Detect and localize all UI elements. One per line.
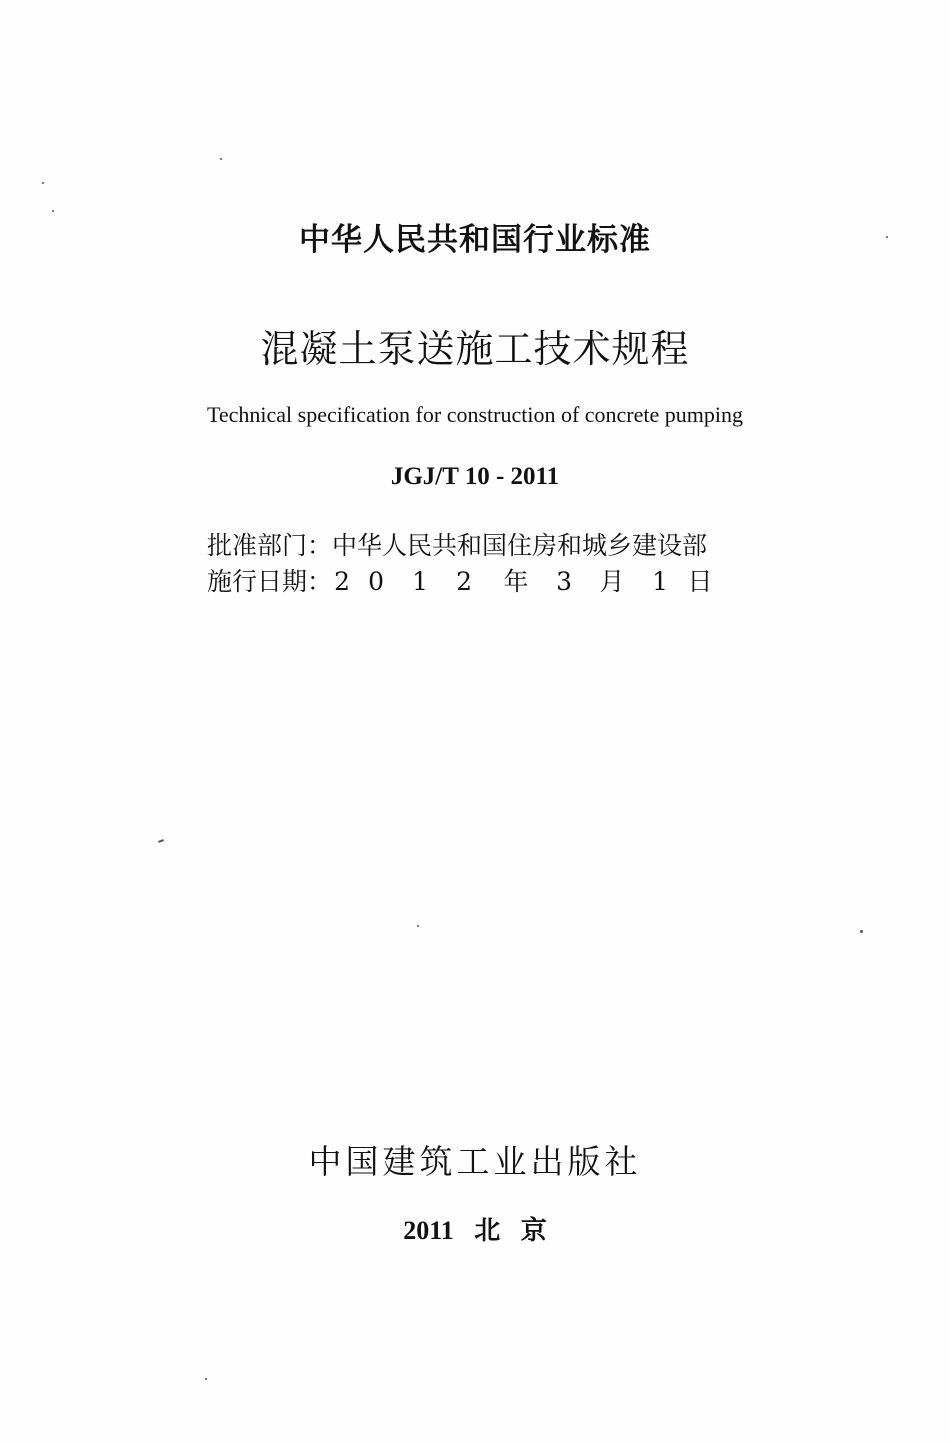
scan-speck: [42, 182, 44, 184]
scan-speck: [220, 158, 222, 160]
date-part: 1: [412, 567, 428, 596]
standard-code: JGJ/T 10 - 2011: [390, 463, 560, 490]
effective-date-row: [207, 564, 720, 600]
publication-city: 北 京: [474, 1216, 547, 1245]
effective-date: [332, 567, 720, 596]
date-part: 月: [599, 567, 625, 596]
approval-value: 中华人民共和国住房和城乡建设部: [332, 531, 708, 560]
approval-row: [207, 528, 720, 564]
meta-block: [207, 528, 720, 600]
scan-speck: [158, 839, 164, 843]
date-part: 2: [456, 567, 472, 596]
date-part: 1: [652, 567, 668, 596]
scan-speck: [860, 930, 863, 933]
effective-label: 施行日期：: [207, 567, 333, 596]
date-part: 0: [368, 567, 384, 596]
publication-place-year: [0, 1210, 950, 1247]
publisher-name: 中国建筑工业出版社: [308, 1142, 642, 1181]
date-part: 2: [334, 567, 350, 596]
date-part: 年: [503, 567, 529, 596]
chinese-title: 混凝土泵送施工技术规程: [260, 327, 690, 371]
english-title: Technical specification for construction of concrete pumping: [206, 402, 744, 427]
scan-speck: [52, 210, 54, 212]
scan-speck: [205, 1378, 207, 1380]
scan-speck: [886, 236, 888, 238]
approval-label: 批准部门：: [207, 531, 333, 560]
date-part: 3: [556, 567, 572, 596]
date-part: 日: [687, 567, 713, 596]
scan-speck: [417, 925, 419, 927]
industry-standard-heading: 中华人民共和国行业标准: [299, 222, 651, 258]
publication-year: 2011: [403, 1216, 454, 1245]
